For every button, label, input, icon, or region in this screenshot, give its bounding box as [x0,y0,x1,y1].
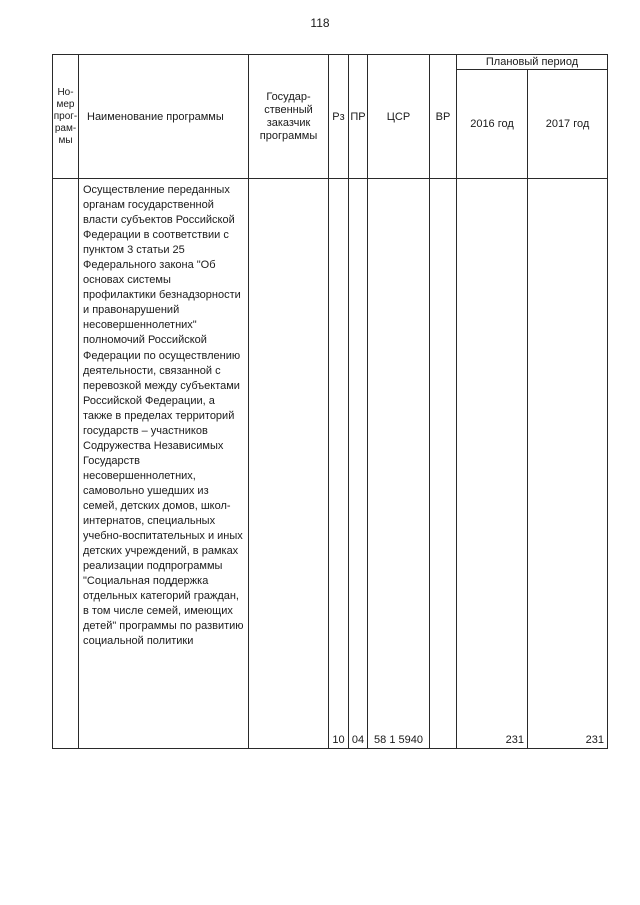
cell-rz: 10 [329,179,349,749]
header-year-2017: 2017 год [528,70,608,179]
program-table [52,54,608,749]
header-vr: ВР [430,55,457,179]
header-number: Но- мер прог- рам- мы [53,55,79,179]
cell-vr [430,179,457,749]
table-header-row [53,55,608,70]
header-rz: Рз [329,55,349,179]
cell-pr: 04 [349,179,368,749]
header-year-2016: 2016 год [457,70,528,179]
header-name: Наименование программы [79,55,249,179]
cell-program-name: Осуществление переданных органам государственной власти субъектов Российской Федерации в соответствии с пунктом 3 статьи 25 Федерального закона "Об основах системы профилактики безнадзорности и правонарушений несовершеннолетних" полномочий Российской Федерации по осуществлению деятельности, связанной с перевозкой между субъектами Российской Федерации, а также в пределах территорий государств – участников Содружества Независимых Государств несовершеннолетних, самовольно ушедших из семей, детских домов, школ-интернатов, специальных учебно-воспитательных и иных детских учреждений, в рамках реализации подпрограммы "Социальная поддержка отдельных категорий граждан, в том числе семей, имеющих детей" программы по развитию социальной политики [79,179,249,749]
cell-year-2016: 231 [457,179,528,749]
cell-csr: 58 1 5940 [368,179,430,749]
table-row [53,179,608,749]
cell-customer [249,179,329,749]
header-csr: ЦСР [368,55,430,179]
header-customer: Государ- ственный заказчик программы [249,55,329,179]
cell-number [53,179,79,749]
page-number: 118 [310,16,330,30]
header-planned-period: Плановый период [457,55,608,70]
header-pr: ПР [349,55,368,179]
cell-year-2017: 231 [528,179,608,749]
